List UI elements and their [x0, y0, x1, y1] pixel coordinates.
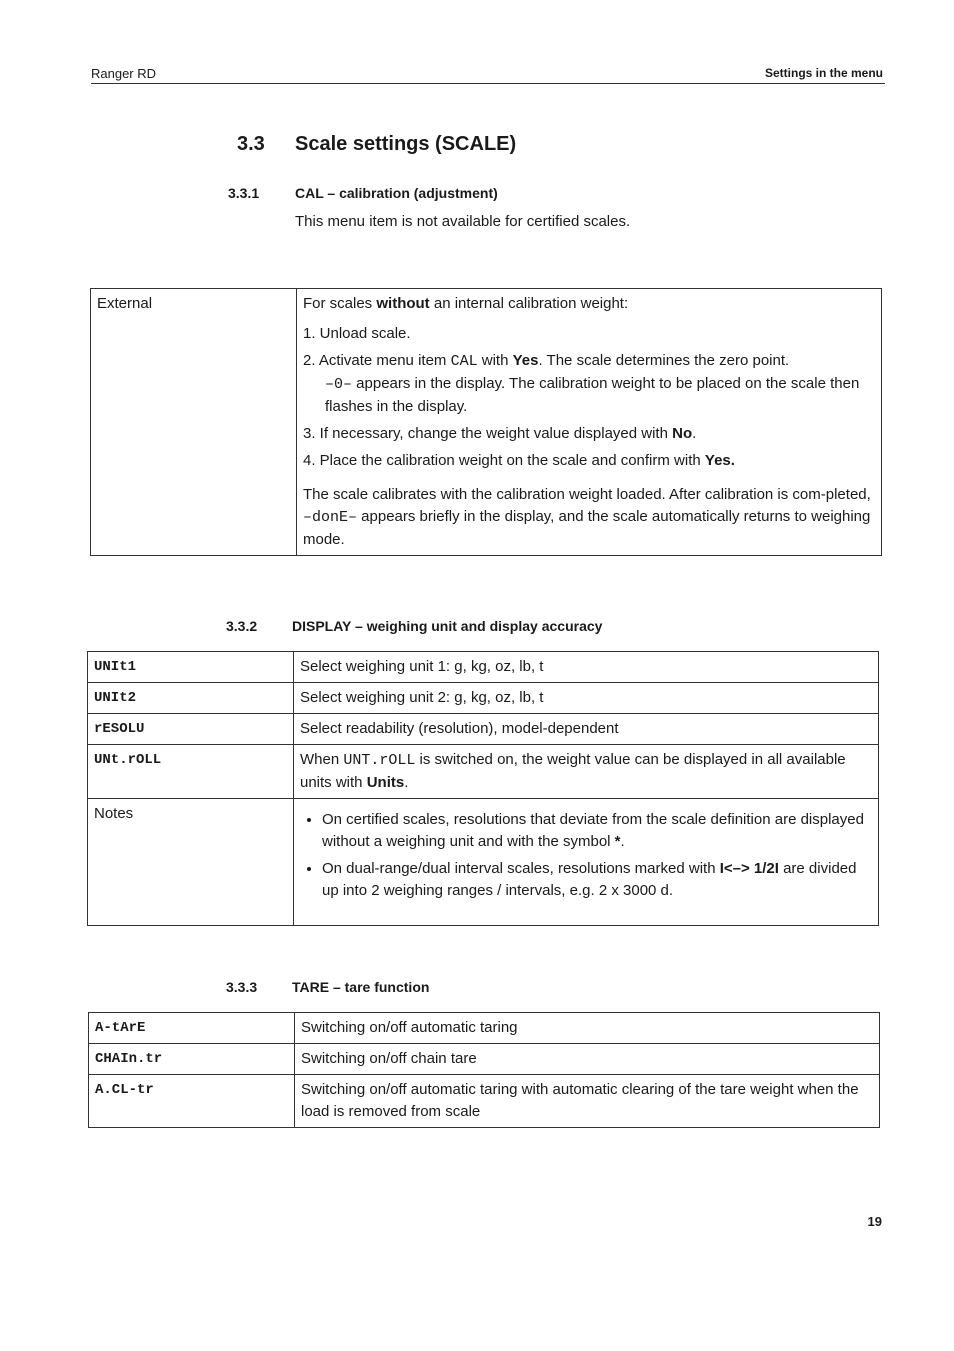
display-notes-content — [294, 799, 879, 926]
table-row — [89, 1044, 880, 1075]
table-row — [88, 714, 879, 745]
cal-intro: This menu item is not available for certified scales. — [295, 213, 631, 230]
display-notes-label: Notes — [88, 799, 294, 926]
table-row — [91, 289, 882, 556]
list-item: 3. If necessary, change the weight value displayed with No. — [303, 425, 697, 442]
display-value-unit2: Select weighing unit 2: g, kg, oz, lb, t — [294, 683, 879, 714]
tare-key-chain: CHAIn.tr — [89, 1044, 295, 1075]
display-key-unit-roll: UNt.rOLL — [88, 745, 294, 799]
cal-lead: For scales without an internal calibration weight: — [303, 295, 629, 312]
table-row — [89, 1013, 880, 1044]
page-number: 19 — [867, 1214, 882, 1229]
display-value-unit1: Select weighing unit 1: g, kg, oz, lb, t — [294, 652, 879, 683]
tare-value-auto-clear: Switching on/off automatic taring with automatic clearing of the tare weight when the load is removed from scale — [295, 1075, 880, 1128]
cal-row-content — [297, 289, 882, 556]
display-table — [87, 651, 879, 926]
cal-steps — [303, 323, 875, 472]
header-divider — [91, 83, 885, 84]
cal-section-number: 3.3.1 — [228, 185, 260, 201]
table-row — [89, 1075, 880, 1128]
header-chapter-title: Settings in the menu — [764, 66, 883, 80]
tare-table — [88, 1012, 880, 1128]
cal-closing: The scale calibrates with the calibration weight loaded. After calibration is com-pleted, –donE– appears briefly in the display, and the scale automatically returns to weighing mode. — [303, 486, 871, 548]
header-product-name: Ranger RD — [91, 66, 157, 81]
notes-list — [300, 809, 872, 902]
tare-value-chain: Switching on/off chain tare — [295, 1044, 880, 1075]
display-value-unit-roll: When UNT.rOLL is switched on, the weight value can be displayed in all available units with Units. — [294, 745, 879, 799]
list-item: • On certified scales, resolutions that deviate from the scale definition are displayed without a weighing unit and with the symbol *. — [322, 809, 872, 853]
display-key-unit1: UNIt1 — [88, 652, 294, 683]
table-row — [88, 799, 879, 926]
cal-row-label: External — [91, 289, 297, 556]
list-item: 2. Activate menu item CAL with Yes. The scale determines the zero point. –0– appears in the display. The calibration weight to be placed on the scale then flashes in the display. — [303, 352, 860, 415]
tare-section-title: TARE – tare function — [292, 979, 430, 995]
tare-value-auto: Switching on/off automatic taring — [295, 1013, 880, 1044]
display-value-resolution: Select readability (resolution), model-dependent — [294, 714, 879, 745]
section-number: 3.3 — [237, 133, 265, 155]
table-row — [88, 745, 879, 799]
table-row — [88, 683, 879, 714]
display-key-unit2: UNIt2 — [88, 683, 294, 714]
cal-section-title: CAL – calibration (adjustment) — [295, 185, 498, 201]
list-item: 4. Place the calibration weight on the scale and confirm with Yes. — [303, 452, 735, 469]
tare-section-number: 3.3.3 — [226, 979, 258, 995]
list-item: 1. Unload scale. — [303, 325, 411, 342]
section-title: Scale settings (SCALE) — [295, 133, 517, 155]
display-key-resolution: rESOLU — [88, 714, 294, 745]
cal-table — [90, 288, 882, 556]
display-section-title: DISPLAY – weighing unit and display accuracy — [292, 618, 603, 634]
list-item: • On dual-range/dual interval scales, resolutions marked with I<–> 1/2I are divided up into 2 weighing ranges / intervals, e.g. 2 x 3000 d. — [322, 858, 872, 902]
table-row — [88, 652, 879, 683]
tare-key-auto: A-tArE — [89, 1013, 295, 1044]
tare-key-auto-clear: A.CL-tr — [89, 1075, 295, 1128]
display-section-number: 3.3.2 — [226, 618, 258, 634]
